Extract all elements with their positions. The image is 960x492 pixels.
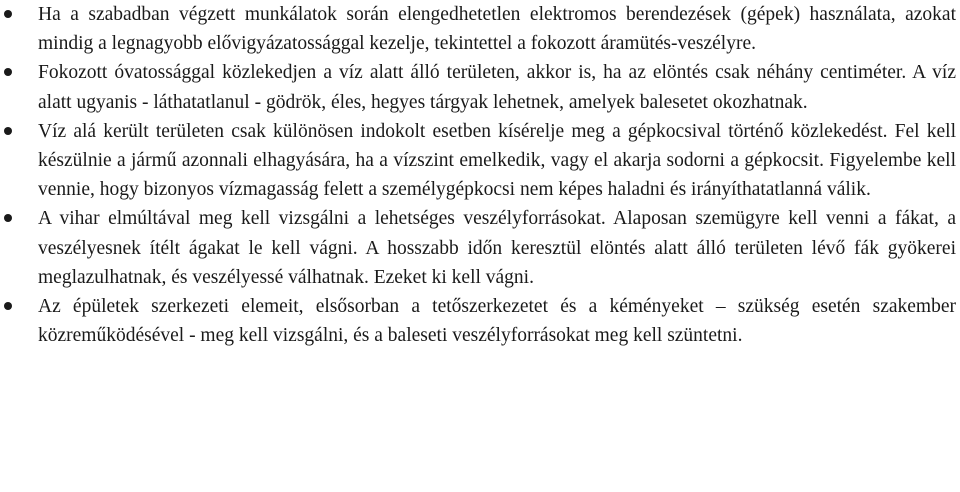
list-item	[0, 292, 960, 350]
bullet-icon	[4, 214, 12, 222]
list-item-text: Az épületek szerkezeti elemeit, elsősorban a tetőszerkezetet és a kéményeket – szükség esetén szakember közreműködésével - meg kell vizsgálni, és a baleseti veszélyforrásokat meg kell szüntetni.	[38, 296, 956, 347]
bullet-icon	[4, 127, 12, 135]
bullet-icon	[4, 302, 12, 310]
bullet-icon	[4, 10, 12, 18]
list-item-text: Víz alá került területen csak különösen indokolt esetben kísérelje meg a gépkocsival történő közlekedést. Fel kell készülnie a jármű azonnali elhagyására, ha a vízszint emelkedik, vagy el akarja sodorni a gépkocsit. Figyelembe kell vennie, hogy bizonyos vízmagasság felett a személygépkocsi nem képes haladni és irányíthatatlanná válik.	[38, 120, 956, 201]
list-item	[0, 117, 960, 205]
list-item	[0, 0, 960, 58]
bullet-icon	[4, 68, 12, 76]
list-item-text: A vihar elmúltával meg kell vizsgálni a lehetséges veszélyforrásokat. Alaposan szemügyre kell venni a fákat, a veszélyesnek ítélt ágakat le kell vágni. A hosszabb időn keresztül elöntés alatt álló területen lévő fák gyökerei meglazulhatnak, és veszélyessé válhatnak. Ezeket ki kell vágni.	[38, 208, 956, 288]
list-item	[0, 58, 960, 116]
list-item-text: Ha a szabadban végzett munkálatok során elengedhetetlen elektromos berendezések (gépek) használata, azokat mindig a legnagyobb elővigyázatossággal kezelje, tekintettel a fokozott áramütés-veszélyre.	[38, 4, 956, 55]
list-item	[0, 204, 960, 292]
list-item-text: Fokozott óvatossággal közlekedjen a víz alatt álló területen, akkor is, ha az elöntés csak néhány centiméter. A víz alatt ugyanis - láthatatlanul - gödrök, éles, hegyes tárgyak lehetnek, amelyek balesetet okozhatnak.	[38, 62, 956, 113]
